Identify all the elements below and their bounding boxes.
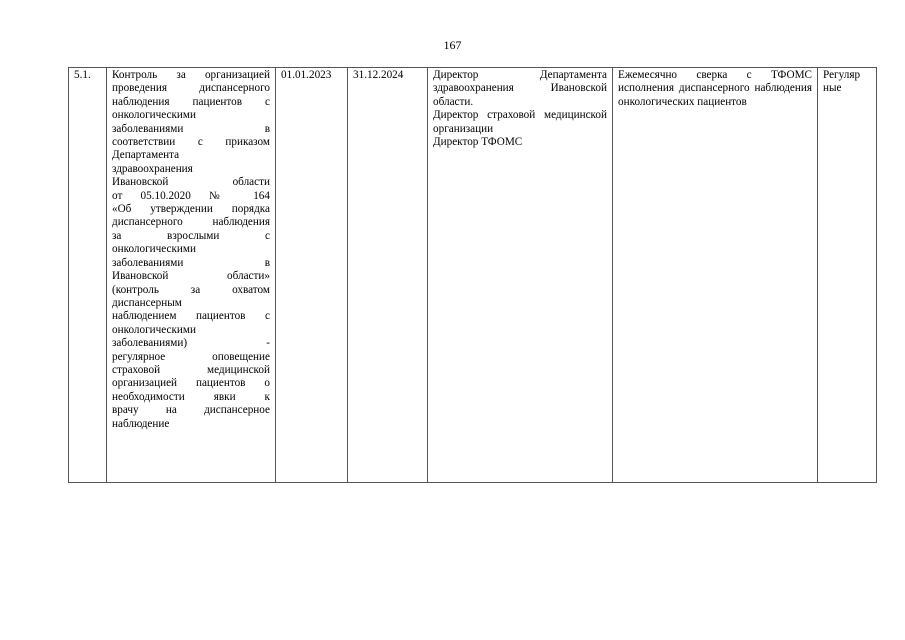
activity-description: [107, 68, 276, 483]
activity-line: наблюдением пациентов с: [112, 310, 270, 323]
activity-line: диспансерного наблюдения: [112, 216, 270, 229]
activity-line: страховой медицинской: [112, 363, 270, 376]
page-number: 167: [443, 38, 462, 52]
periodicity: [818, 68, 877, 483]
activity-line: онкологическими: [112, 109, 196, 122]
activity-line: за взрослыми с: [112, 229, 270, 242]
activity-line: необходимости явки к: [112, 390, 270, 403]
activity-line: проведения диспансерного: [112, 82, 270, 95]
executor: Директор страховой медицинской организации: [433, 109, 607, 135]
activity-line: заболеваниями в: [112, 256, 270, 269]
activity-line: заболеваниями) -: [112, 337, 270, 350]
plan-table: [68, 67, 877, 483]
activity-line: от 05.10.2020 № 164: [112, 189, 270, 202]
activity-line: онкологическими: [112, 243, 196, 256]
activity-line: регулярное оповещение: [112, 350, 270, 363]
activity-line: соответствии с приказом: [112, 136, 270, 149]
activity-line: диспансерным: [112, 296, 182, 309]
activity-line: заболеваниями в: [112, 122, 270, 135]
activity-line: «Об утверждении порядка: [112, 203, 270, 216]
executors: [428, 68, 613, 483]
activity-line: организацией пациентов о: [112, 377, 270, 390]
activity-line: Ивановской области»: [112, 270, 270, 283]
activity-line: Ивановской области: [112, 176, 270, 189]
start-date: 01.01.2023: [276, 68, 348, 483]
item-number: 5.1.: [69, 68, 107, 483]
activity-line: Департамента: [112, 149, 180, 162]
end-date: 31.12.2024: [348, 68, 428, 483]
activity-line: (контроль за охватом: [112, 283, 270, 296]
periodicity-line: Регуляр: [823, 69, 861, 81]
activity-line: наблюдения пациентов с: [112, 95, 270, 108]
indicator: Ежемесячно сверка с ТФОМС исполнения диспансерного наблюдения онкологических пациентов: [613, 68, 818, 483]
executor: Директор Департамента здравоохранения Ивановской области.: [433, 69, 607, 108]
activity-line: наблюдение: [112, 417, 170, 430]
activity-line: здравоохранения: [112, 162, 193, 175]
activity-line: Контроль за организацией: [112, 69, 270, 81]
table-row: [69, 68, 877, 483]
executor: Директор ТФОМС: [433, 136, 523, 149]
activity-line: онкологическими: [112, 323, 196, 336]
activity-line: врачу на диспансерное: [112, 404, 270, 417]
periodicity-line: ные: [823, 82, 842, 95]
